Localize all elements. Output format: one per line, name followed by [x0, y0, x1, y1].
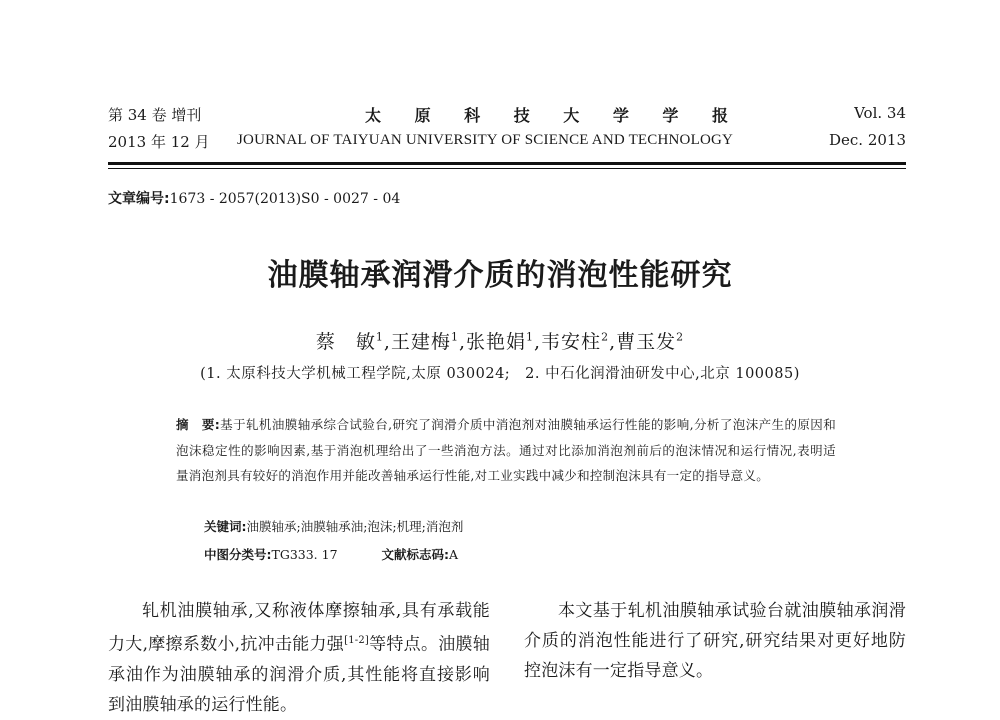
header-rule-thin [108, 168, 906, 169]
keywords [204, 517, 463, 535]
author-name: 蔡 敏 [315, 331, 376, 353]
author-name: 王建梅 [390, 331, 451, 353]
intro-text-part2: 等特点。油膜轴承油作为油膜轴承的润滑介质,其性能将直接影响到油膜轴承的运行性能。 [108, 634, 490, 715]
doc-code-label: 文献标志码: [381, 547, 450, 562]
article-number-label: 文章编号: [108, 191, 170, 207]
article-number-value: 1673 - 2057(2013)S0 - 0027 - 04 [169, 191, 401, 207]
abstract [176, 412, 836, 489]
author-affil-mark: 1 [375, 330, 384, 344]
citation: [1-2] [344, 635, 369, 646]
abstract-text: 基于轧机油膜轴承综合试验台,研究了润滑介质中消泡剂对油膜轴承运行性能的影响,分析了泡沫产生的原因和泡沫稳定性的影响因素,基于消泡机理给出了一些消泡方法。通过对比添加消泡剂前后的泡沫情况和运行情况,表明适量消泡剂具有较好的消泡作用并能改善轴承运行性能,对工业实践中减少和控制泡沫具有一定的指导意义。 [176, 417, 836, 483]
clc-label: 中图分类号: [204, 547, 272, 562]
header-rule-thick [108, 162, 906, 165]
intro-text-part1: 轧机油膜轴承,又称液体摩擦轴承,具有承载能力大,摩擦系数小,抗冲击能力强 [108, 601, 490, 655]
volume-issue-cn: 第 34 卷 增刊 [108, 106, 202, 124]
date-cn: 2013 年 12 月 [108, 133, 210, 151]
journal-title-en: JOURNAL OF TAIYUAN UNIVERSITY OF SCIENCE AND TECHNOLOGY [237, 132, 734, 148]
author-affil-mark: 2 [676, 330, 685, 344]
article-number [108, 188, 400, 208]
author-affil-mark: 1 [450, 330, 459, 344]
author-list: 蔡 敏$^1$,王建梅$^1$,张艳娟$^1$,韦安柱$^2$,曹玉发$^2$ [315, 330, 685, 353]
volume-en: Vol. 34 [854, 104, 906, 122]
author-name: 韦安柱 [541, 331, 602, 353]
paper-title: 油膜轴承润滑介质的消泡性能研究 [267, 258, 733, 293]
keywords-value: 油膜轴承;油膜轴承油;泡沫;机理;消泡剂 [246, 519, 464, 534]
author-name: 张艳娟 [465, 331, 526, 353]
clc-value: TG333. 17 [271, 547, 338, 562]
affiliations: (1. 太原科技大学机械工程学院,太原 030024; 2. 中石化润滑油研发中心,北京 100085) [200, 366, 800, 382]
author-affil-mark: 1 [526, 330, 534, 344]
journal-title-cn: 太 原 科 技 大 学 学 报 [365, 106, 742, 125]
classification [204, 545, 458, 563]
body-left-column [108, 596, 490, 715]
keywords-label: 关键词: [204, 519, 247, 534]
doc-code-value: A [449, 547, 459, 562]
date-en: Dec. 2013 [828, 131, 906, 149]
author-affil-mark: 2 [601, 330, 610, 344]
author-name: 曹玉发 [616, 331, 677, 353]
body-right-column: 本文基于轧机油膜轴承试验台就油膜轴承润滑介质的消泡性能进行了研究,研究结果对更好地防控泡沫有一定指导意义。 [524, 601, 906, 681]
abstract-label: 摘 要: [176, 417, 221, 432]
